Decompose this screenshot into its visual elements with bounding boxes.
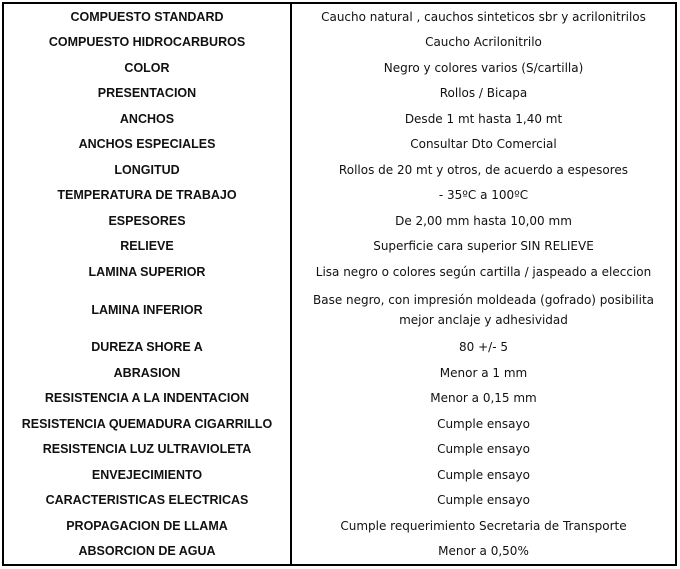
property-label-presentacion: [4, 81, 290, 107]
property-value: - 35ºC a 100ºC: [438, 188, 529, 203]
property-value: 80 +/- 5: [459, 340, 508, 355]
property-value: Cumple ensayo: [437, 467, 530, 482]
property-label-anchos: [4, 106, 290, 132]
property-column: [4, 4, 292, 564]
property-value: Rollos de 20 mt y otros, de acuerdo a espesores: [338, 162, 629, 177]
property-label: ABRASION: [113, 365, 181, 380]
property-value-anchos: [292, 106, 675, 132]
property-label: COLOR: [124, 60, 170, 75]
property-label-compuesto-hidrocarburos: [4, 30, 290, 56]
property-label-envejecimiento: [4, 462, 290, 488]
property-label-compuesto-standard: [4, 4, 290, 30]
property-value-envejecimiento: [292, 462, 675, 488]
property-label-luz-uv: [4, 437, 290, 463]
property-value: Cumple ensayo: [437, 416, 530, 431]
property-value-color: [292, 55, 675, 81]
property-label-relieve: [4, 234, 290, 260]
property-label: RESISTENCIA QUEMADURA CIGARRILLO: [21, 416, 273, 431]
property-value: Rollos / Bicapa: [439, 86, 528, 101]
value-column: [292, 4, 675, 564]
property-value-presentacion: [292, 81, 675, 107]
property-label: LONGITUD: [114, 162, 180, 177]
property-label: RESISTENCIA A LA INDENTACION: [44, 391, 250, 406]
property-label-absorcion: [4, 539, 290, 565]
property-value-lamina-superior: [292, 259, 675, 285]
property-value: Menor a 0,50%: [438, 544, 529, 559]
property-value: Lisa negro o colores según cartilla / jaspeado a eleccion: [315, 264, 652, 279]
property-label-indentacion: [4, 386, 290, 412]
property-value: Caucho Acrilonitrilo: [425, 35, 542, 50]
property-value-anchos-especiales: [292, 132, 675, 158]
property-value: Cumple ensayo: [437, 442, 530, 457]
spec-table: [2, 2, 677, 566]
property-value-compuesto-hidrocarburos: [292, 30, 675, 56]
property-label: PRESENTACION: [97, 86, 197, 101]
property-label-temperatura: [4, 183, 290, 209]
property-value-relieve: [292, 234, 675, 260]
property-value-longitud: [292, 157, 675, 183]
property-value: Cumple ensayo: [437, 493, 530, 508]
property-label-color: [4, 55, 290, 81]
property-label-espesores: [4, 208, 290, 234]
property-label: RELIEVE: [120, 239, 174, 254]
property-label: ESPESORES: [108, 213, 186, 228]
property-label: DUREZA SHORE A: [91, 340, 203, 355]
property-value: Menor a 0,15 mm: [430, 391, 537, 406]
property-value: Desde 1 mt hasta 1,40 mt: [404, 111, 563, 126]
property-label: LAMINA INFERIOR: [91, 302, 203, 317]
property-value-dureza: [292, 335, 675, 361]
property-label-longitud: [4, 157, 290, 183]
property-value-indentacion: [292, 386, 675, 412]
property-value-abrasion: [292, 360, 675, 386]
property-label: COMPUESTO STANDARD: [70, 9, 224, 24]
property-label: ANCHOS: [119, 111, 175, 126]
property-label: CARACTERISTICAS ELECTRICAS: [45, 493, 249, 508]
property-value: Caucho natural , cauchos sinteticos sbr y acrilonitrilos: [321, 9, 646, 24]
property-value-electricas: [292, 488, 675, 514]
property-label-lamina-superior: [4, 259, 290, 285]
property-label: LAMINA SUPERIOR: [88, 264, 206, 279]
property-value-luz-uv: [292, 437, 675, 463]
property-value: Consultar Dto Comercial: [410, 137, 557, 152]
property-label: ENVEJECIMIENTO: [91, 467, 203, 482]
property-label-llama: [4, 513, 290, 539]
property-label: PROPAGACION DE LLAMA: [66, 518, 228, 533]
property-value: Negro y colores varios (S/cartilla): [383, 60, 584, 75]
property-label-electricas: [4, 488, 290, 514]
property-label: ABSORCION DE AGUA: [78, 544, 216, 559]
property-value: Cumple requerimiento Secretaria de Transporte: [340, 518, 627, 533]
property-label-lamina-inferior: [4, 285, 290, 335]
property-label: ANCHOS ESPECIALES: [78, 137, 216, 152]
property-value-temperatura: [292, 183, 675, 209]
property-value-compuesto-standard: [292, 4, 675, 30]
property-label: RESISTENCIA LUZ ULTRAVIOLETA: [42, 442, 252, 457]
property-label-dureza: [4, 335, 290, 361]
property-value-llama: [292, 513, 675, 539]
property-value-espesores: [292, 208, 675, 234]
property-label: TEMPERATURA DE TRABAJO: [57, 188, 237, 203]
property-value-lamina-inferior: [292, 285, 675, 335]
property-value: Superficie cara superior SIN RELIEVE: [373, 239, 594, 254]
property-label-anchos-especiales: [4, 132, 290, 158]
property-label-quemadura: [4, 411, 290, 437]
property-value: Menor a 1 mm: [439, 365, 528, 380]
property-value: Base negro, con impresión moldeada (gofrado) posibilita mejor anclaje y adhesividad: [312, 292, 654, 327]
property-value-absorcion: [292, 539, 675, 565]
property-label-abrasion: [4, 360, 290, 386]
property-value: De 2,00 mm hasta 10,00 mm: [395, 213, 572, 228]
property-label: COMPUESTO HIDROCARBUROS: [48, 35, 246, 50]
property-value-quemadura: [292, 411, 675, 437]
